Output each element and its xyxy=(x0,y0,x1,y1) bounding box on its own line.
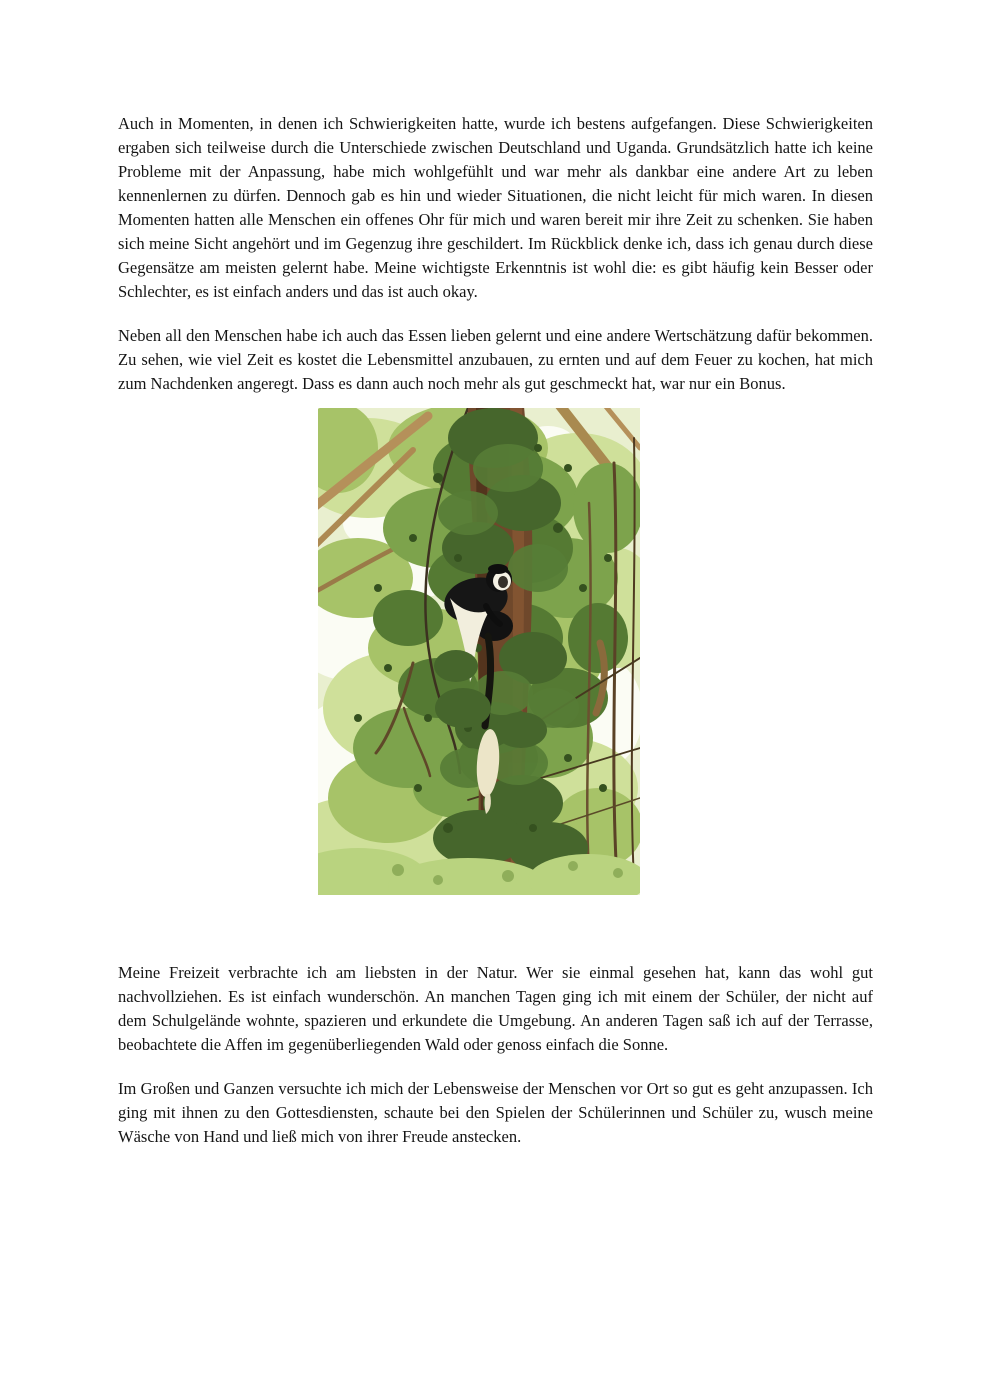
paragraph-3: Meine Freizeit verbrachte ich am liebsten in der Natur. Wer sie einmal gesehen hat, kann das wohl gut nachvollziehen. Es ist einfach wunderschön. An manchen Tagen ging ich mit einem der Schüler, der nicht auf dem Schulgelände wohnte, spazieren und erkundete die Umgebung. An anderen Tagen saß ich auf der Terrasse, beobachtete die Affen im gegenüberliegenden Wald oder genoss einfach die Sonne. xyxy=(118,963,873,1054)
photo-colobus-monkey xyxy=(318,408,640,895)
document-body xyxy=(118,112,873,1169)
forest-monkey-illustration xyxy=(318,408,640,895)
paragraph-2: Neben all den Menschen habe ich auch das Essen lieben gelernt und eine andere Wertschätzung dafür bekommen. Zu sehen, wie viel Zeit es kostet die Lebensmittel anzubauen, zu ernten und auf dem Feuer zu kochen, hat mich zum Nachdenken angeregt. Dass es dann auch noch mehr als gut geschmeckt hat, war nur ein Bonus. xyxy=(118,326,873,393)
paragraph-4: Im Großen und Ganzen versuchte ich mich der Lebensweise der Menschen vor Ort so gut es geht anzupassen. Ich ging mit ihnen zu den Gottesdiensten, schaute bei den Spielen der Schülerinnen und Schüler zu, wusch meine Wäsche von Hand und ließ mich von ihrer Freude anstecken. xyxy=(118,1079,873,1146)
paragraph-1: Auch in Momenten, in denen ich Schwierigkeiten hatte, wurde ich bestens aufgefangen. Diese Schwierigkeiten ergaben sich teilweise durch die Unterschiede zwischen Deutschland und Uganda. Grundsätzlich hatte ich keine Probleme mit der Anpassung, habe mich wohlgefühlt und war mehr als dankbar eine andere Art zu leben kennenlernen zu dürfen. Dennoch gab es hin und wieder Situationen, die nicht leicht für mich waren. In diesen Momenten hatten alle Menschen ein offenes Ohr für mich und waren bereit mir ihre Zeit zu schenken. Sie haben sich meine Sicht angehört und im Gegenzug ihre geschildert. Im Rückblick denke ich, dass ich genau durch diese Gegensätze am meisten gelernt habe. Meine wichtigste Erkenntnis ist wohl die: es gibt häufig kein Besser oder Schlechter, es ist einfach anders und das ist auch okay. xyxy=(118,114,873,301)
